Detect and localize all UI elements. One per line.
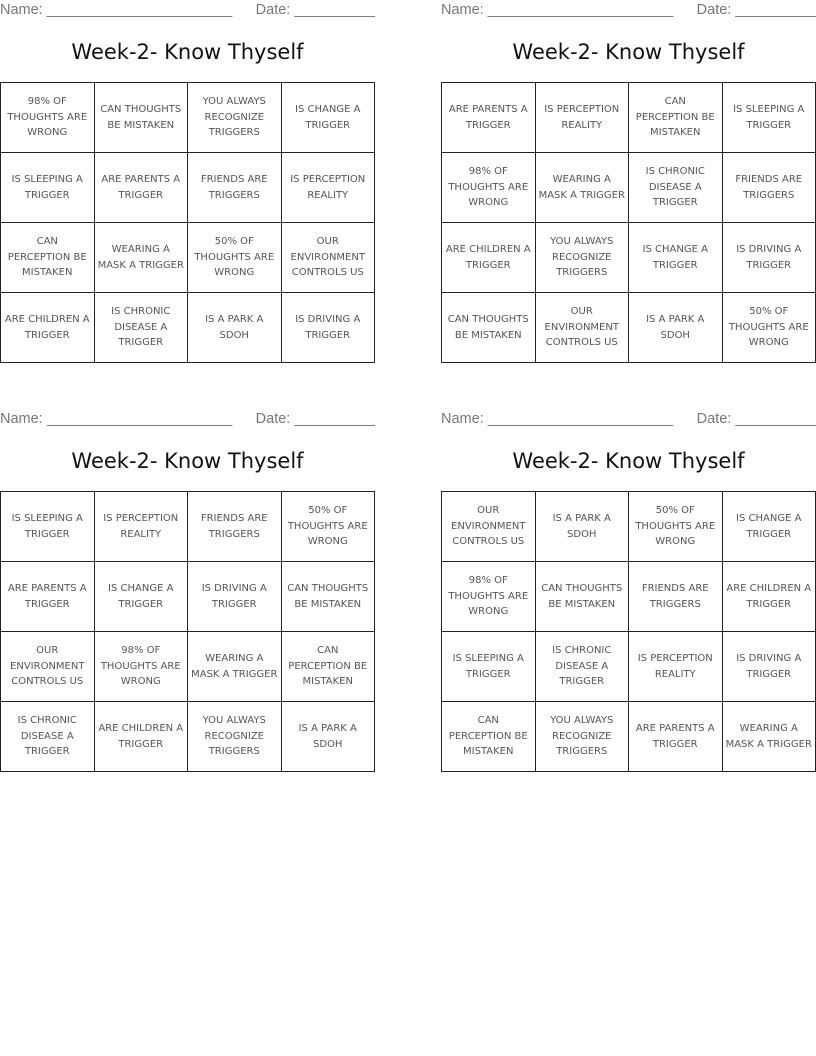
name-field-label: Name: _______________________ <box>441 411 674 427</box>
bingo-cell: CAN THOUGHTS BE MISTAKEN <box>535 562 629 632</box>
bingo-cell: IS A PARK A SDOH <box>535 492 629 562</box>
bingo-cell: IS PERCEPTION REALITY <box>281 153 375 223</box>
grid-row <box>442 293 816 363</box>
bingo-cell: 98% OF THOUGHTS ARE WRONG <box>442 153 536 223</box>
bingo-cell: IS A PARK A SDOH <box>629 293 723 363</box>
date-field-label: Date: __________ <box>696 2 816 18</box>
bingo-cell: ARE CHILDREN A TRIGGER <box>722 562 816 632</box>
grid-row <box>442 492 816 562</box>
bingo-cell: IS DRIVING A TRIGGER <box>722 632 816 702</box>
grid-row <box>442 223 816 293</box>
bingo-cell: CAN THOUGHTS BE MISTAKEN <box>281 562 375 632</box>
name-date-line <box>0 0 375 22</box>
bingo-cell: IS CHANGE A TRIGGER <box>281 83 375 153</box>
bingo-cell: IS PERCEPTION REALITY <box>94 492 188 562</box>
bingo-cell: IS PERCEPTION REALITY <box>535 83 629 153</box>
bingo-cell: YOU ALWAYS RECOGNIZE TRIGGERS <box>188 702 282 772</box>
name-field-label: Name: _______________________ <box>0 2 233 18</box>
bingo-cell: ARE CHILDREN A TRIGGER <box>94 702 188 772</box>
bingo-cell: 50% OF THOUGHTS ARE WRONG <box>188 223 282 293</box>
grid-row <box>1 223 375 293</box>
bingo-cell: IS CHANGE A TRIGGER <box>722 492 816 562</box>
bingo-cell: IS CHRONIC DISEASE A TRIGGER <box>535 632 629 702</box>
bingo-cell: CAN PERCEPTION BE MISTAKEN <box>442 702 536 772</box>
bingo-cell: OUR ENVIRONMENT CONTROLS US <box>1 632 95 702</box>
bingo-cell: YOU ALWAYS RECOGNIZE TRIGGERS <box>535 702 629 772</box>
bingo-cell: 98% OF THOUGHTS ARE WRONG <box>1 83 95 153</box>
bingo-cell: IS CHANGE A TRIGGER <box>94 562 188 632</box>
card-title: Week-2- Know Thyself <box>512 40 745 64</box>
name-date-line <box>441 0 816 22</box>
bingo-cell: ARE PARENTS A TRIGGER <box>442 83 536 153</box>
bingo-cell: FRIENDS ARE TRIGGERS <box>722 153 816 223</box>
bingo-cell: ARE CHILDREN A TRIGGER <box>1 293 95 363</box>
bingo-cell: 50% OF THOUGHTS ARE WRONG <box>629 492 723 562</box>
date-field-label: Date: __________ <box>255 2 375 18</box>
grid-row <box>442 702 816 772</box>
bingo-cell: IS DRIVING A TRIGGER <box>722 223 816 293</box>
grid-row <box>1 83 375 153</box>
bingo-grid <box>441 82 816 363</box>
grid-row <box>442 83 816 153</box>
grid-row <box>442 562 816 632</box>
bingo-cell: YOU ALWAYS RECOGNIZE TRIGGERS <box>188 83 282 153</box>
card-title: Week-2- Know Thyself <box>71 40 304 64</box>
grid-row <box>1 492 375 562</box>
grid-row <box>442 632 816 702</box>
bingo-cell: IS A PARK A SDOH <box>188 293 282 363</box>
bingo-cell: OUR ENVIRONMENT CONTROLS US <box>535 293 629 363</box>
bingo-grid <box>441 491 816 772</box>
grid-row <box>442 153 816 223</box>
bingo-cell: ARE PARENTS A TRIGGER <box>1 562 95 632</box>
bingo-cell: IS DRIVING A TRIGGER <box>281 293 375 363</box>
card-title: Week-2- Know Thyself <box>512 449 745 473</box>
bingo-cell: IS SLEEPING A TRIGGER <box>442 632 536 702</box>
bingo-cell: WEARING A MASK A TRIGGER <box>188 632 282 702</box>
grid-row <box>1 562 375 632</box>
name-date-line <box>0 409 375 431</box>
bingo-cell: 50% OF THOUGHTS ARE WRONG <box>722 293 816 363</box>
bingo-cell: WEARING A MASK A TRIGGER <box>94 223 188 293</box>
bingo-cell: OUR ENVIRONMENT CONTROLS US <box>442 492 536 562</box>
bingo-cell: IS A PARK A SDOH <box>281 702 375 772</box>
bingo-cell: CAN PERCEPTION BE MISTAKEN <box>281 632 375 702</box>
bingo-cell: IS CHANGE A TRIGGER <box>629 223 723 293</box>
grid-row <box>1 293 375 363</box>
bingo-cell: 50% OF THOUGHTS ARE WRONG <box>281 492 375 562</box>
card-title: Week-2- Know Thyself <box>71 449 304 473</box>
bingo-cell: CAN PERCEPTION BE MISTAKEN <box>629 83 723 153</box>
date-field-label: Date: __________ <box>255 411 375 427</box>
bingo-grid <box>0 82 375 363</box>
grid-row <box>1 702 375 772</box>
date-field-label: Date: __________ <box>696 411 816 427</box>
bingo-cell: CAN THOUGHTS BE MISTAKEN <box>94 83 188 153</box>
bingo-grid <box>0 491 375 772</box>
bingo-cell: WEARING A MASK A TRIGGER <box>535 153 629 223</box>
bingo-cell: IS DRIVING A TRIGGER <box>188 562 282 632</box>
bingo-cell: CAN THOUGHTS BE MISTAKEN <box>442 293 536 363</box>
bingo-cell: YOU ALWAYS RECOGNIZE TRIGGERS <box>535 223 629 293</box>
name-field-label: Name: _______________________ <box>441 2 674 18</box>
bingo-cell: IS CHRONIC DISEASE A TRIGGER <box>1 702 95 772</box>
bingo-cell: IS CHRONIC DISEASE A TRIGGER <box>94 293 188 363</box>
bingo-cell: CAN PERCEPTION BE MISTAKEN <box>1 223 95 293</box>
bingo-cell: FRIENDS ARE TRIGGERS <box>629 562 723 632</box>
bingo-cell: ARE PARENTS A TRIGGER <box>629 702 723 772</box>
bingo-cell: 98% OF THOUGHTS ARE WRONG <box>94 632 188 702</box>
name-date-line <box>441 409 816 431</box>
name-field-label: Name: _______________________ <box>0 411 233 427</box>
bingo-cell: ARE PARENTS A TRIGGER <box>94 153 188 223</box>
bingo-cell: FRIENDS ARE TRIGGERS <box>188 492 282 562</box>
bingo-cell: OUR ENVIRONMENT CONTROLS US <box>281 223 375 293</box>
bingo-cell: IS SLEEPING A TRIGGER <box>1 492 95 562</box>
grid-row <box>1 632 375 702</box>
bingo-cell: 98% OF THOUGHTS ARE WRONG <box>442 562 536 632</box>
bingo-cell: FRIENDS ARE TRIGGERS <box>188 153 282 223</box>
bingo-cell: IS SLEEPING A TRIGGER <box>722 83 816 153</box>
bingo-cell: WEARING A MASK A TRIGGER <box>722 702 816 772</box>
grid-row <box>1 153 375 223</box>
bingo-cell: IS SLEEPING A TRIGGER <box>1 153 95 223</box>
bingo-cell: IS PERCEPTION REALITY <box>629 632 723 702</box>
bingo-cell: ARE CHILDREN A TRIGGER <box>442 223 536 293</box>
bingo-cell: IS CHRONIC DISEASE A TRIGGER <box>629 153 723 223</box>
